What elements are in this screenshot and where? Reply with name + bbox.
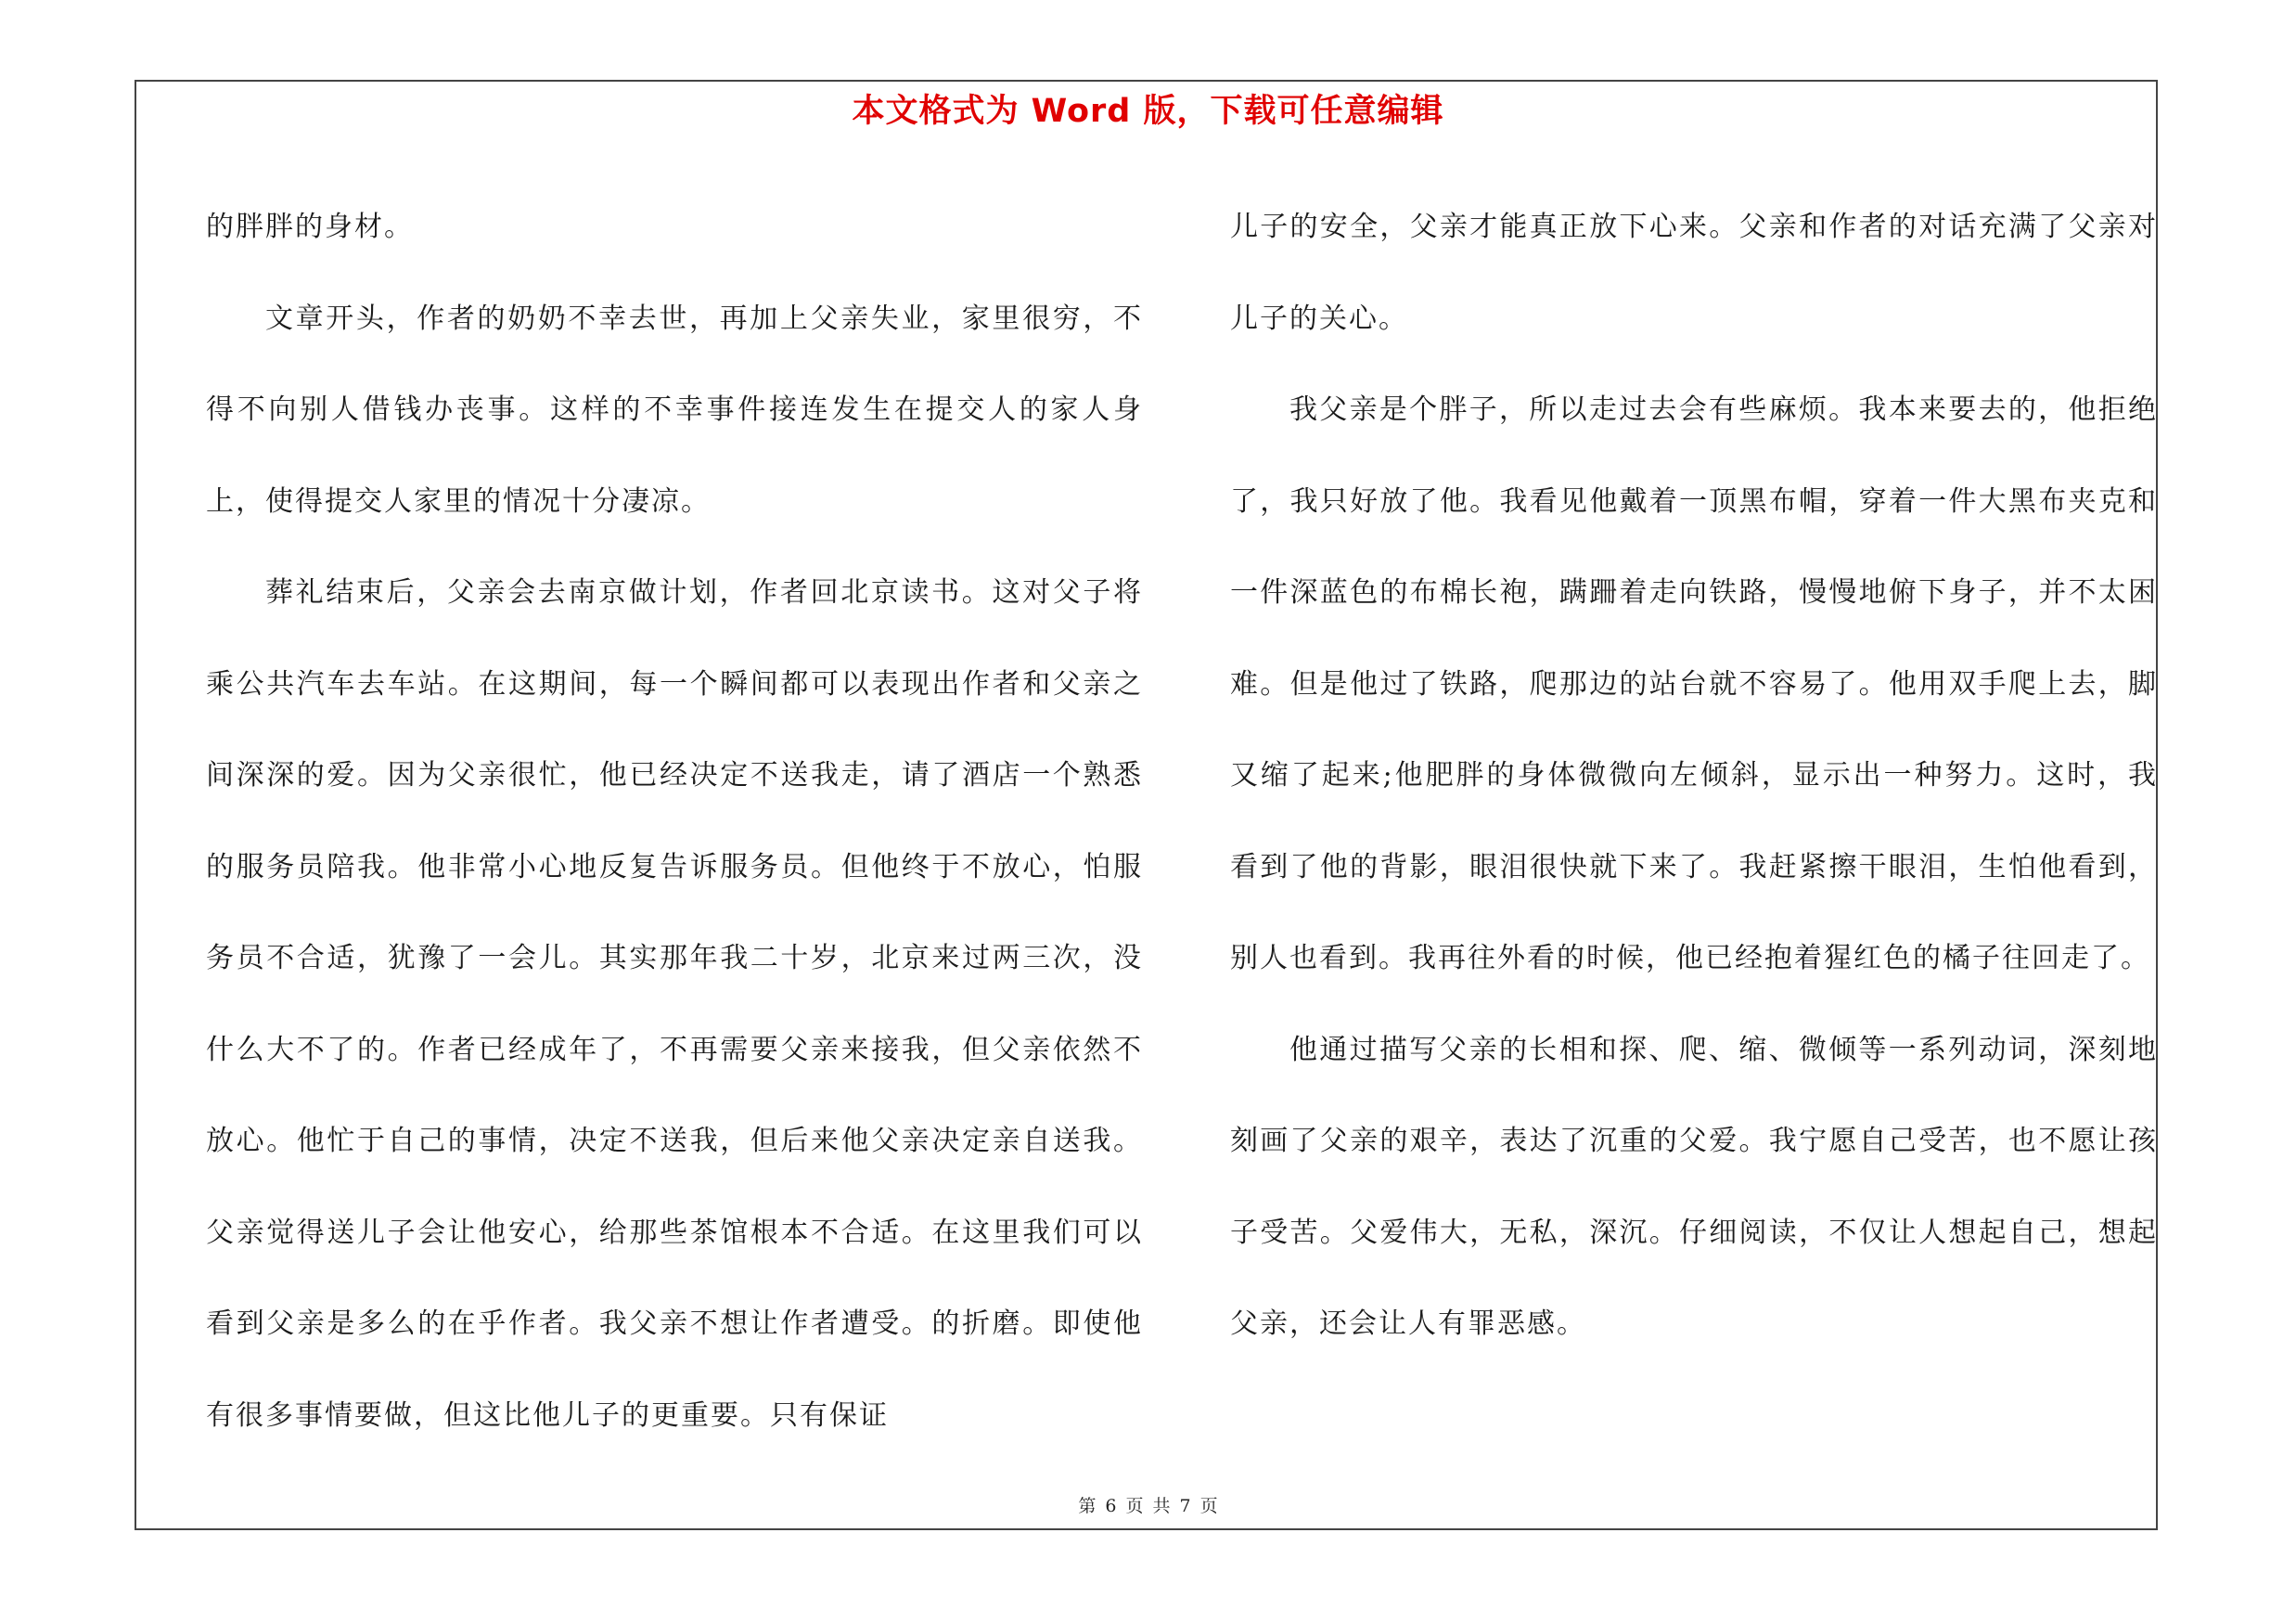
format-banner: 本文格式为 Word 版，下载可任意编辑 [852, 93, 1444, 130]
left-paragraph-2: 文章开头，作者的奶奶不幸去世，再加上父亲失业，家里很穷，不得不向别人借钱办丧事。这样的不幸事件接连发生在提交人的家人身上，使得提交人家里的情况十分凄凉。 [206, 302, 1143, 518]
page-number-footer: 第 6 页 共 7 页 [1078, 1496, 1218, 1516]
right-paragraph-2: 我父亲是个胖子，所以走过去会有些麻烦。我本来要去的，他拒绝了，我只好放了他。我看见他戴着一顶黑布帽，穿着一件大黑布夹克和一件深蓝色的布棉长袍，蹒跚着走向铁路，慢慢地俯下身子，并不太困难。但是他过了铁路，爬那边的站台就不容易了。他用双手爬上去，脚又缩了起来;他肥胖的身体微微向左倾斜，显示出一种努力。这时，我看到了他的背影，眼泪很快就下来了。我赶紧擦干眼泪，生怕他看到，别人也看到。我再往外看的时候，他已经抱着猩红色的橘子往回走了。 [1230, 393, 2158, 974]
right-paragraph-3: 他通过描写父亲的长相和探、爬、缩、微倾等一系列动词，深刻地刻画了父亲的艰辛，表达了沉重的父爱。我宁愿自己受苦，也不愿让孩子受苦。父爱伟大，无私，深沉。仔细阅读，不仅让人想起自己，想起父亲，还会让人有罪恶感。 [1230, 1033, 2158, 1340]
right-column [1230, 182, 2158, 1371]
left-paragraph-1: 的胖胖的身材。 [206, 211, 414, 243]
left-paragraph-3: 葬礼结束后，父亲会去南京做计划，作者回北京读书。这对父子将乘公共汽车去车站。在这期间，每一个瞬间都可以表现出作者和父亲之间深深的爱。因为父亲很忙，他已经决定不送我走，请了酒店一个熟悉的服务员陪我。他非常小心地反复告诉服务员。但他终于不放心，怕服务员不合适，犹豫了一会儿。其实那年我二十岁，北京来过两三次，没什么大不了的。作者已经成年了，不再需要父亲来接我，但父亲依然不放心。他忙于自己的事情，决定不送我，但后来他父亲决定亲自送我。父亲觉得送儿子会让他安心，给那些茶馆根本不合适。在这里我们可以看到父亲是多么的在乎作者。我父亲不想让作者遭受。的折磨。即使他有很多事情要做，但这比他儿子的更重要。只有保证 [206, 576, 1143, 1432]
right-paragraph-1: 儿子的安全，父亲才能真正放下心来。父亲和作者的对话充满了父亲对儿子的关心。 [1230, 211, 2158, 335]
left-column [206, 182, 1143, 1462]
